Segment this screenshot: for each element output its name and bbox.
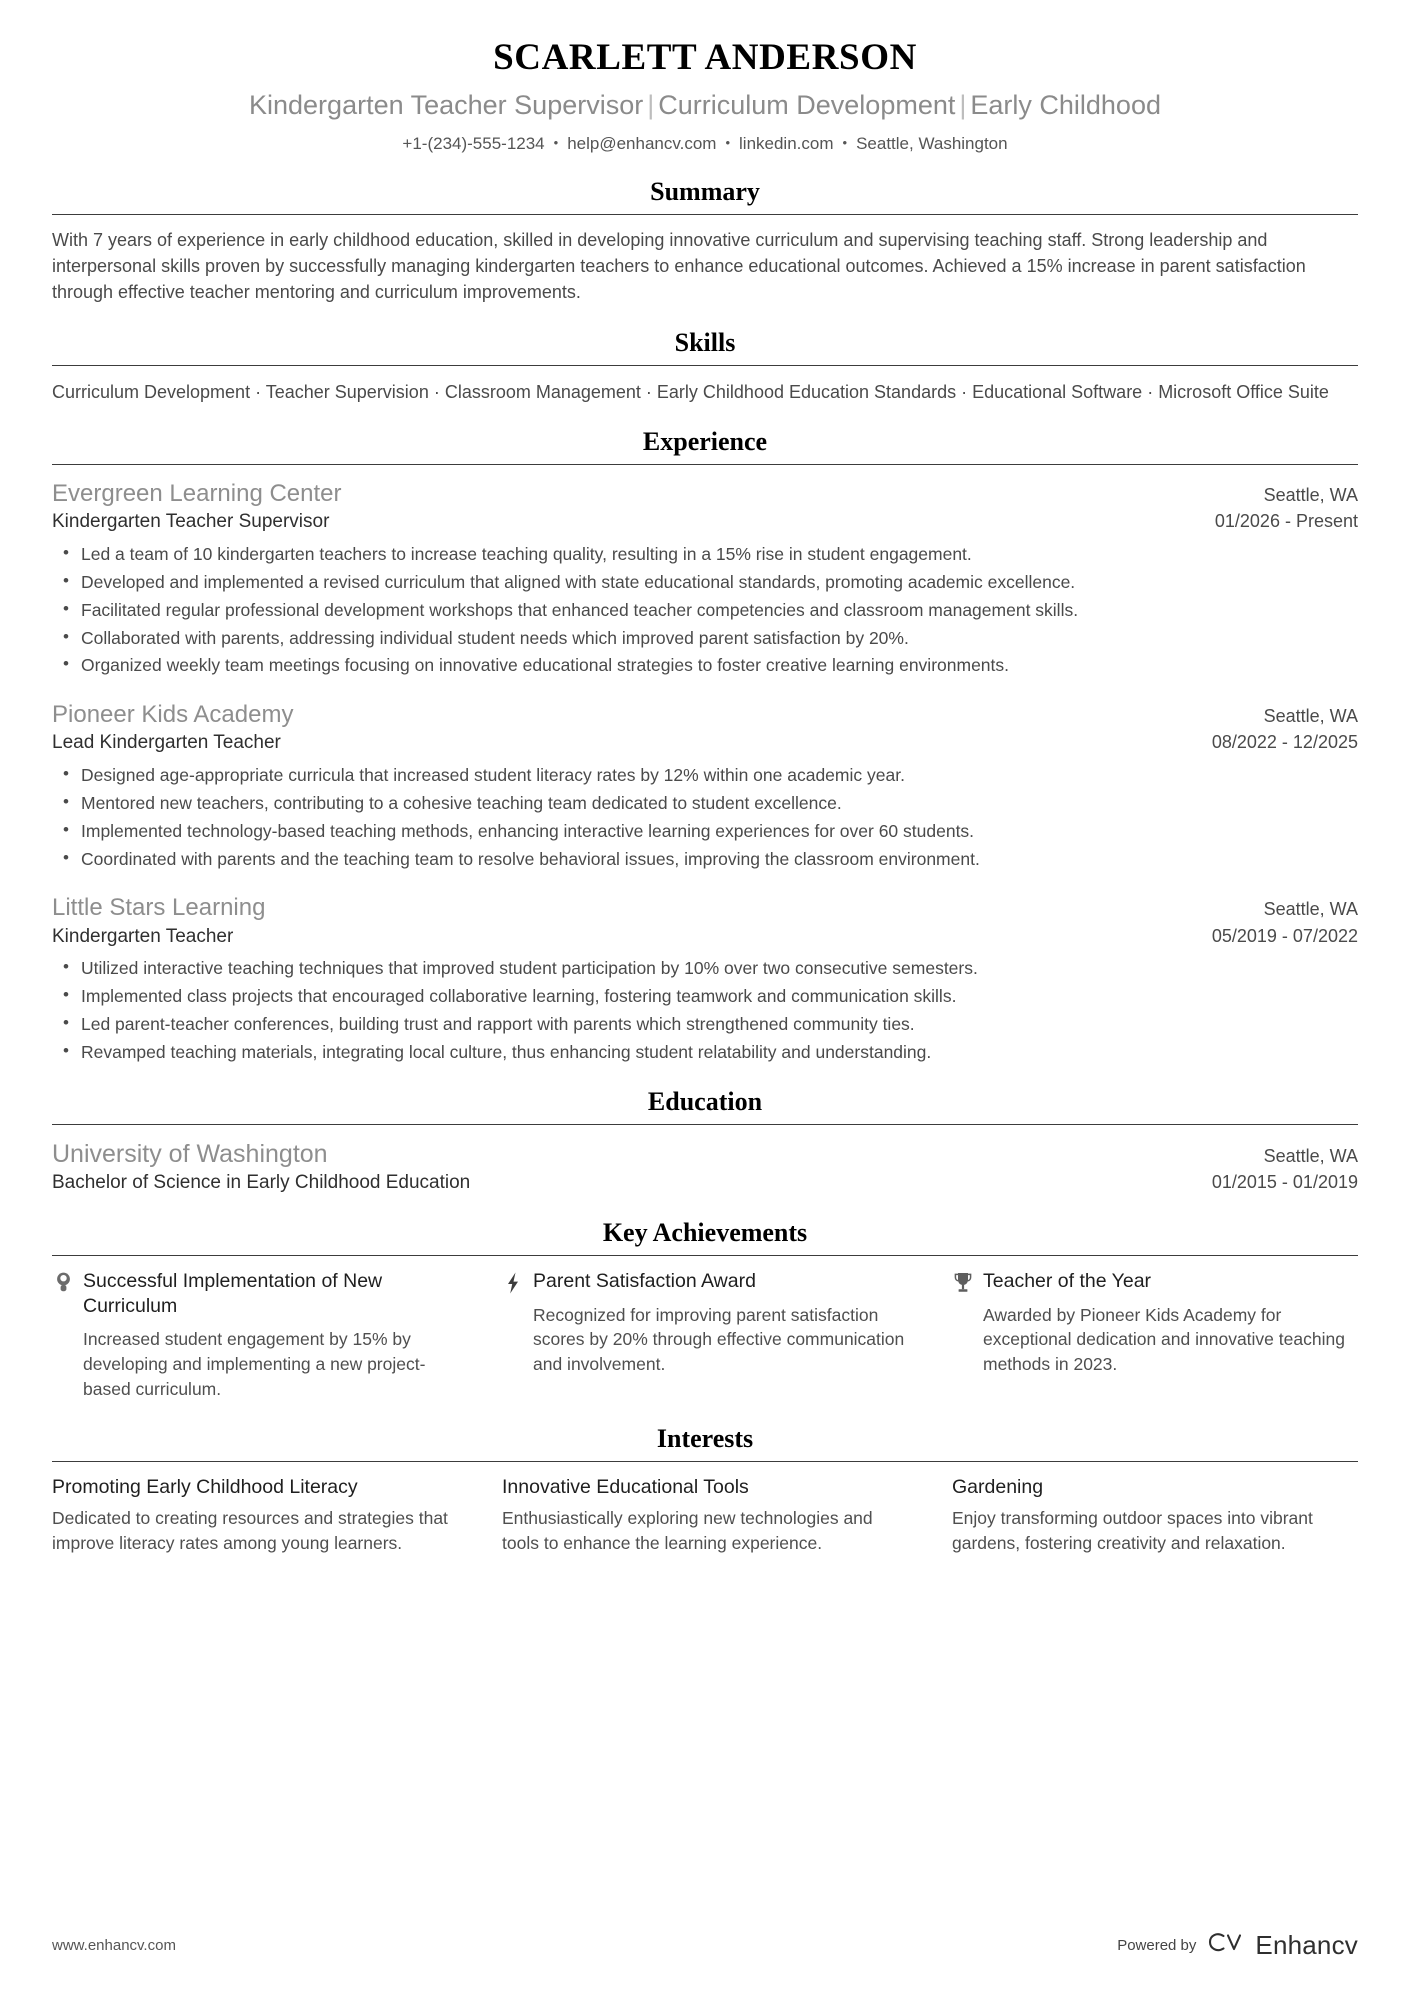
experience-bullet: • Led a team of 10 kindergarten teachers to increase teaching quality, resulting in a 15% rise in student engagement. [81,542,1358,567]
education-location: Seattle, WA [1263,1145,1358,1166]
experience-dates: 01/2026 - Present [1214,511,1358,532]
experience-role-row [52,730,1358,756]
lightning-bolt-icon [502,1269,524,1294]
achievement-title: Successful Implementation of New Curriculum [83,1269,383,1317]
experience-dates: 05/2019 - 07/2022 [1211,925,1358,946]
footer-website-url[interactable]: www.enhancv.com [52,1937,176,1954]
experience-bullet: • Utilized interactive teaching techniques that improved student participation by 10% over two consecutive semesters. [81,956,1358,981]
experience-bullet: • Facilitated regular professional development workshops that enhanced teacher competencies and classroom management skills. [81,598,1358,623]
education-degree-row [52,1170,1358,1196]
interests-title: Interests [656,1424,754,1453]
experience-role: Lead Kindergarten Teacher [52,732,281,754]
experience-location: Seattle, WA [1263,485,1358,506]
experience-organization: Evergreen Learning Center [52,480,342,508]
experience-role-row [52,509,1358,535]
achievement-header [502,1269,908,1294]
experience-entry [52,892,1358,1064]
experience-organization: Pioneer Kids Academy [52,701,294,729]
achievement-item [52,1269,458,1402]
education-entry [52,1138,1358,1196]
achievement-header [952,1269,1358,1294]
interest-title: Promoting Early Childhood Literacy [52,1475,358,1498]
contact-phone: +1-(234)-555-1234 [402,134,545,154]
experience-role: Kindergarten Teacher Supervisor [52,511,330,533]
headline-separator-1: | [647,89,655,120]
experience-title: Experience [642,427,768,457]
experience-bullet: • Designed age-appropriate curricula that increased student literacy rates by 12% within one academic year. [81,763,1358,788]
achievement-item [502,1269,908,1402]
achievement-title: Parent Satisfaction Award [533,1269,756,1292]
section-interests [52,1424,1358,1556]
experience-bullets [52,542,1358,678]
achievement-title: Teacher of the Year [983,1269,1152,1292]
skills-divider [52,365,1358,366]
headline-part-3: Early Childhood [970,89,1161,120]
section-experience [52,427,1358,1064]
powered-by-label: Powered by [1117,1937,1197,1954]
experience-bullet: • Implemented class projects that encouraged collaborative learning, fostering teamwork and communication skills. [81,984,1358,1009]
contact-dot-3: • [842,135,848,151]
achievement-description: Recognized for improving parent satisfaction scores by 20% through effective communication and involvement. [533,1304,905,1375]
contact-linkedin[interactable]: linkedin.com [739,134,834,154]
achievement-description: Increased student engagement by 15% by developing and implementing a new project-based curriculum. [83,1329,426,1400]
trophy-icon [952,1269,974,1294]
enhancv-logo-icon [1208,1930,1248,1961]
interest-item [502,1475,908,1556]
interest-title: Innovative Educational Tools [502,1475,749,1498]
contact-email[interactable]: help@enhancv.com [567,134,717,154]
enhancv-brand-name: Enhancv [1255,1930,1358,1960]
headline-part-2: Curriculum Development [658,89,956,120]
candidate-name: SCARLETT ANDERSON [493,37,917,78]
section-skills [52,328,1358,406]
experience-entry [52,478,1358,678]
contact-location: Seattle, Washington [856,134,1008,154]
education-title: Education [647,1086,763,1116]
contact-line [52,133,1358,155]
experience-organization: Little Stars Learning [52,894,266,922]
experience-bullets [52,763,1358,871]
experience-bullet: • Organized weekly team meetings focusing on innovative educational strategies to foster creative learning environments. [81,653,1358,678]
experience-role-row [52,924,1358,950]
headline-part-1: Kindergarten Teacher Supervisor [249,89,644,120]
education-dates: 01/2015 - 01/2019 [1211,1172,1358,1193]
section-key-achievements [52,1218,1358,1402]
key-achievements-title: Key Achievements [602,1217,808,1247]
achievement-description: Awarded by Pioneer Kids Academy for exceptional dedication and innovative teaching methods in 2023. [983,1304,1345,1375]
powered-by-block [1117,1930,1358,1961]
lightbulb-icon [52,1269,74,1294]
interest-description: Enjoy transforming outdoor spaces into vibrant gardens, fostering creativity and relaxation. [952,1508,1313,1554]
interest-title: Gardening [952,1475,1044,1498]
experience-bullets [52,956,1358,1064]
interests-grid [52,1475,1358,1556]
section-summary [52,177,1358,306]
experience-divider [52,464,1358,465]
headline-separator-2: | [959,89,967,120]
contact-dot-2: • [725,135,731,151]
interests-divider [52,1461,1358,1462]
summary-divider [52,214,1358,215]
interest-description: Enthusiastically exploring new technologies and tools to enhance the learning experience. [502,1508,873,1554]
summary-title: Summary [650,177,760,207]
experience-bullet: • Revamped teaching materials, integrating local culture, thus enhancing student relatability and understanding. [81,1040,1358,1065]
experience-bullet: • Led parent-teacher conferences, building trust and rapport with parents which strengthened community ties. [81,1012,1358,1037]
contact-dot-1: • [553,135,559,151]
experience-org-row [52,699,1358,730]
experience-bullet: • Mentored new teachers, contributing to a cohesive teaching team dedicated to student excellence. [81,791,1358,816]
resume-header [52,38,1358,155]
experience-role: Kindergarten Teacher [52,925,234,947]
experience-bullet: • Coordinated with parents and the teaching team to resolve behavioral issues, improving the classroom environment. [81,847,1358,872]
skills-title: Skills [674,327,736,357]
experience-bullet: • Collaborated with parents, addressing individual student needs which improved parent satisfaction by 20%. [81,626,1358,651]
summary-text: With 7 years of experience in early childhood education, skilled in developing innovative curriculum and supervising teaching staff. Strong leadership and interpersonal skills proven by successfully managing kindergarten teachers to enhance educational outcomes. Achieved a 15% increase in parent satisfaction through effective teacher mentoring and curriculum improvements. [52,230,1306,302]
section-education [52,1087,1358,1196]
achievement-header [52,1269,458,1319]
interest-item [52,1475,458,1556]
candidate-headline [52,89,1358,121]
experience-org-row [52,892,1358,923]
interest-item [952,1475,1358,1556]
enhancv-brand[interactable] [1208,1930,1358,1961]
page-footer [52,1930,1358,1961]
experience-location: Seattle, WA [1263,899,1358,920]
education-divider [52,1124,1358,1125]
experience-dates: 08/2022 - 12/2025 [1211,732,1358,753]
experience-entry [52,699,1358,871]
interest-description: Dedicated to creating resources and strategies that improve literacy rates among young learners. [52,1508,448,1554]
experience-bullet: • Developed and implemented a revised curriculum that aligned with state educational standards, promoting academic excellence. [81,570,1358,595]
experience-org-row [52,478,1358,509]
skills-list: Curriculum Development · Teacher Supervision · Classroom Management · Early Childhood Education Standards · Educational Software · Microsoft Office Suite [52,381,1329,402]
achievement-item [952,1269,1358,1402]
key-achievements-grid [52,1269,1358,1402]
summary-body [52,228,1358,306]
education-org-row [52,1138,1358,1171]
experience-location: Seattle, WA [1263,706,1358,727]
education-organization: University of Washington [52,1139,328,1168]
key-achievements-divider [52,1255,1358,1256]
education-degree: Bachelor of Science in Early Childhood Education [52,1172,471,1194]
experience-bullet: • Implemented technology-based teaching methods, enhancing interactive learning experiences for over 60 students. [81,819,1358,844]
